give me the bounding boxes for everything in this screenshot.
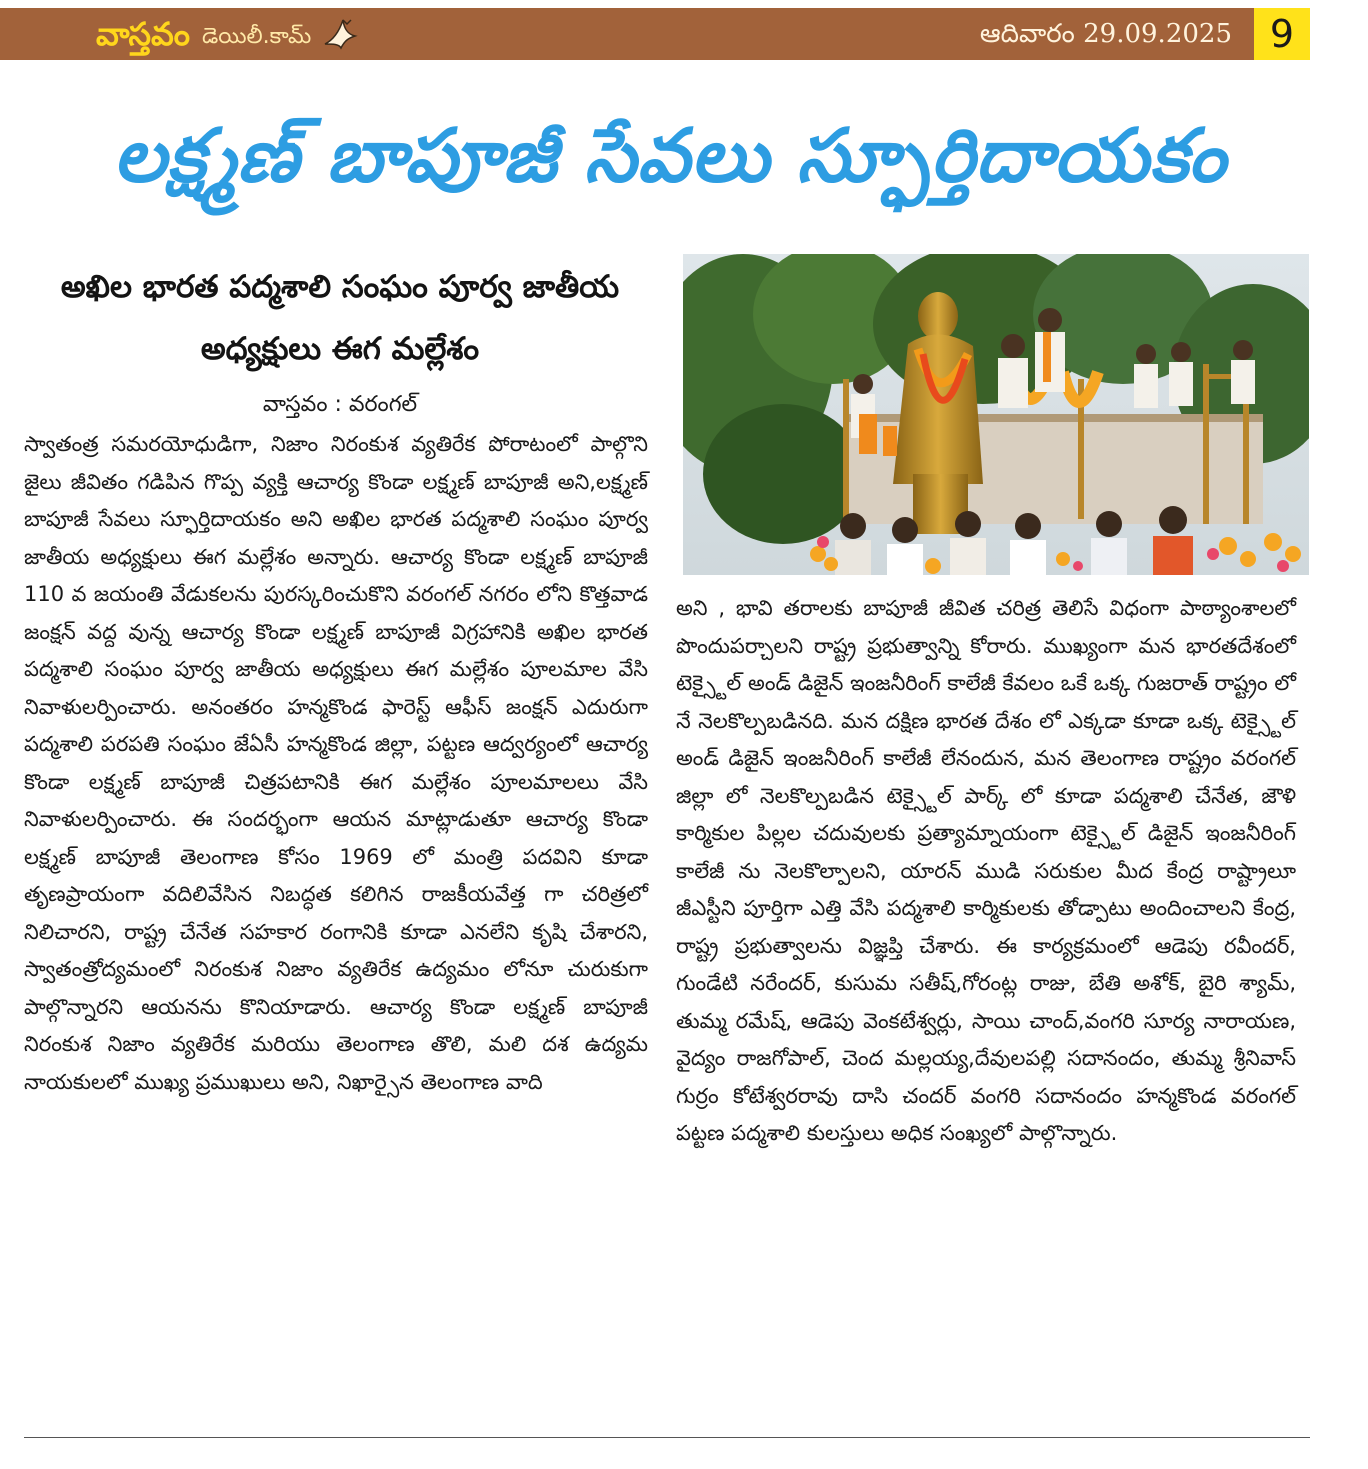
article-body-right: అని , భావి తరాలకు బాపూజీ జీవిత చరిత్ర తెలిసే విధంగా పాఠ్యాంశాలలో పొందుపర్చాలని రాష్ట్ర ప్రభుత్వాన్ని కోరారు. ముఖ్యంగా మన భారతదేశంలో టెక్స్టైల్ అండ్ డిజైన్ ఇంజనీరింగ్ కాలేజీ కేవలం ఒకే ఒక్క గుజరాత్ రాష్ట్రం లో నే నెలకొల్పబడినది. మన దక్షిణ భారత దేశం లో ఎక్కడా కూడా ఒక్క టెక్స్టైల్ అండ్ డిజైన్ ఇంజనీరింగ్ కాలేజీ లేనందున, మన తెలంగాణ రాష్ట్రం వరంగల్ జిల్లా లో నెలకొల్పబడిన టెక్స్టైల్ పార్క్ లో కూడా పద్మశాలి చేనేత, జౌళి కార్మికుల పిల్లల చదువులకు ప్రత్యామ్నాయంగా టెక్స్టైల్ డిజైన్ ఇంజనీరింగ్ కాలేజీ ను నెలకొల్పాలని, యారన్ ముడి సరుకుల మీద కేంద్ర రాష్ట్రాలూ జీఎస్టీని పూర్తిగా ఎత్తి వేసి పద్మశాలి కార్మికులకు తోడ్పాటు అందించాలని కేంద్ర, రాష్ట్ర ప్రభుత్వాలను విజ్ఞప్తి చేశారు. ఈ కార్యక్రమంలో ఆడెపు రవీందర్, గుండేటి నరేందర్, కుసుమ సతీష్,గోరంట్ల రాజు, బేతి అశోక్, బైరి శ్యామ్, తుమ్మ రమేష్, ఆడెపు వెంకటేశ్వర్లు, సాయి చాంద్,వంగరి సూర్య నారాయణ, వైద్యం రాజగోపాల్, చెంద మల్లయ్య,దేవులపల్లి సదానందం, తుమ్మ శ్రీనివాస్ గుర్రం కోటేశ్వరరావు దాసి చందర్ వంగరి సదానందం హన్మకొండ వరంగల్ పట్టణ పద్మశాలి కులస్తులు అధిక సంఖ్యలో పాల్గొన్నారు. bbox=[676, 596, 1296, 1145]
brand-site: డెయిలీ.కామ్ bbox=[201, 24, 312, 49]
article-subheadline: అఖిల భారత పద్మశాలి సంఘం పూర్వ జాతీయ అధ్యక్షులు ఈగ మల్లేశం bbox=[60, 269, 620, 367]
bird-icon bbox=[321, 14, 361, 54]
masthead bbox=[0, 8, 1310, 60]
bottom-rule bbox=[24, 1437, 1310, 1438]
issue-date: ఆదివారం 29.09.2025 bbox=[979, 19, 1232, 49]
page-number: 9 bbox=[1254, 8, 1310, 60]
brand-name: వాస్తవం bbox=[96, 15, 190, 53]
statue-garlanding-photo bbox=[683, 254, 1309, 575]
brand-logo bbox=[96, 14, 361, 54]
article-body-left: స్వాతంత్ర సమరయోధుడిగా, నిజాం నిరంకుశ వ్యతిరేక పోరాటంలో పాల్గొని జైలు జీవితం గడిపిన గొప్ప వ్యక్తి ఆచార్య కొండా లక్ష్మణ్ బాపూజీ అని,లక్ష్మణ్ బాపూజీ సేవలు స్ఫూర్తిదాయకం అని అఖిల భారత పద్మశాలి సంఘం పూర్వ జాతీయ అధ్యక్షులు ఈగ మల్లేశం అన్నారు. ఆచార్య కొండా లక్ష్మణ్ బాపూజీ 110 వ జయంతి వేడుకలను పురస్కరించుకొని వరంగల్ నగరం లోని కొత్తవాడ జంక్షన్ వద్ద వున్న ఆచార్య కొండా లక్ష్మణ్ బాపూజీ విగ్రహానికి అఖిల భారత పద్మశాలి సంఘం పూర్వ జాతీయ అధ్యక్షులు ఈగ మల్లేశం పూలమాల వేసి నివాళులర్పించారు. అనంతరం హన్మకొండ ఫారెస్ట్ ఆఫీస్ జంక్షన్ ఎదురుగా పద్మశాలి పరపతి సంఘం జేఏసీ హన్మకొండ జిల్లా, పట్టణ ఆద్వర్యంలో ఆచార్య కొండా లక్ష్మణ్ బాపూజీ చిత్రపటానికి ఈగ మల్లేశం పూలమాలలు వేసి నివాళులర్పించారు. ఈ సందర్భంగా ఆయన మాట్లాడుతూ ఆచార్య కొండా లక్ష్మణ్ బాపూజీ తెలంగాణ కోసం 1969 లో మంత్రి పదవిని కూడా తృణప్రాయంగా వదిలివేసిన నిబద్ధత కలిగిన రాజకీయవేత్త గా చరిత్రలో నిలిచారని, రాష్ట్ర చేనేత సహకార రంగానికి కూడా ఎనలేని కృషి చేశారని, స్వాతంత్రోద్యమంలో నిరంకుశ నిజాం వ్యతిరేక ఉద్యమం లోనూ చురుకుగా పాల్గొన్నారని ఆయనను కొనియాడారు. ఆచార్య కొండా లక్ష్మణ్ బాపూజీ నిరంకుశ నిజాం వ్యతిరేక మరియు తెలంగాణ తొలి, మలి దశ ఉద్యమ నాయకులలో ముఖ్య ప్రముఖులు అని, నిఖార్సైన తెలంగాణ వాది bbox=[24, 432, 648, 1094]
article-body-right-column bbox=[676, 590, 1296, 1436]
article-headline: లక్ష్మణ్ బాపూజీ సేవలు స్ఫూర్తిదాయకం bbox=[113, 113, 1227, 199]
article-body-left-column bbox=[24, 426, 648, 1436]
event-photo bbox=[683, 254, 1309, 575]
article-dateline: వాస్తవం : వరంగల్ bbox=[262, 392, 418, 417]
